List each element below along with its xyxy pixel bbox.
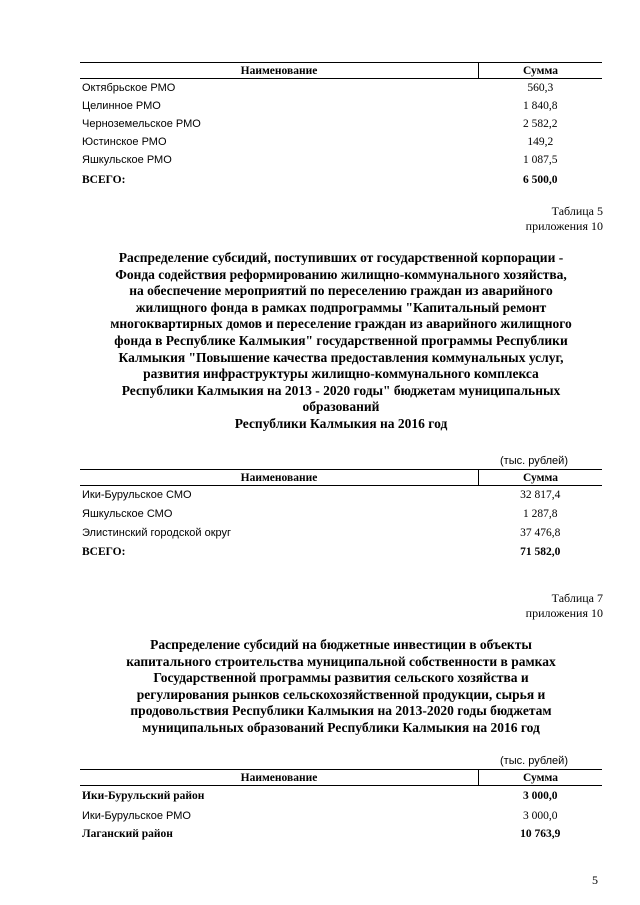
title-line: Республики Калмыкия на 2013 - 2020 годы" бюджетам муниципальных <box>121 382 561 398</box>
table-5-caption <box>526 204 603 234</box>
caption-table-number: Таблица 7 <box>551 591 603 605</box>
table-row <box>80 97 602 115</box>
col-header-name: Наименование <box>80 770 479 786</box>
row-sum: 37 476,8 <box>520 527 561 539</box>
table-row <box>80 825 602 843</box>
table-header <box>80 770 602 786</box>
table-7 <box>80 769 602 843</box>
title-line: Фонда содействия реформированию жилищно-коммунального хозяйства, <box>115 266 567 282</box>
row-sum: 1 087,5 <box>523 153 558 166</box>
col-header-name: Наименование <box>80 470 479 486</box>
total-sum: 71 582,0 <box>520 546 561 558</box>
title-line: жилищного фонда в рамках подпрограммы "Капитальный ремонт <box>135 299 547 315</box>
row-sum: 10 763,9 <box>520 827 561 840</box>
table-row <box>80 807 602 825</box>
row-sum: 149,2 <box>527 135 554 148</box>
total-label: ВСЕГО: <box>82 546 126 558</box>
table-row <box>80 786 602 807</box>
row-name: Целинное РМО <box>82 99 161 112</box>
title-line: развития инфраструктуры жилищно-коммунального комплекса <box>143 366 539 382</box>
row-name: Ики-Бурульское РМО <box>82 809 191 822</box>
table-row <box>80 151 602 169</box>
total-row <box>80 543 602 562</box>
total-sum: 6 500,0 <box>523 173 558 186</box>
title-line: капитального строительства муниципальной собственности в рамках <box>126 653 556 669</box>
row-name: Яшкульское СМО <box>82 508 173 520</box>
title-line: Распределение субсидий, поступивших от государственной корпорации - <box>118 250 564 265</box>
row-sum: 2 582,2 <box>523 117 558 130</box>
table-row <box>80 524 602 543</box>
row-sum: 560,3 <box>527 81 554 94</box>
total-label: ВСЕГО: <box>82 173 126 186</box>
table-row <box>80 79 602 97</box>
col-header-sum: Сумма <box>479 63 603 79</box>
title-line: Калмыкия "Повышение качества предоставления коммунальных услуг, <box>118 349 564 365</box>
title-line: Государственной программы развития сельского хозяйства и <box>153 670 529 686</box>
row-sum: 3 000,0 <box>523 809 558 822</box>
table-row <box>80 486 602 505</box>
row-name: Яшкульское РМО <box>82 153 172 166</box>
row-name: Элистинский городской округ <box>82 527 232 539</box>
col-header-sum: Сумма <box>479 770 603 786</box>
title-line: Республики Калмыкия на 2016 год <box>234 415 448 431</box>
table-5-title <box>80 250 602 433</box>
caption-appendix: приложения 10 <box>525 219 603 233</box>
caption-table-number: Таблица 5 <box>551 204 603 218</box>
total-row <box>80 169 602 191</box>
title-line: продовольствия Республики Калмыкия на 2013-2020 годы бюджетам <box>130 703 552 719</box>
title-line: Распределение субсидий на бюджетные инвестиции в объекты <box>150 637 532 652</box>
table-7-unit: (тыс. рублей) <box>500 755 568 767</box>
row-name: Ики-Бурульское СМО <box>82 489 192 502</box>
table-header <box>80 470 602 486</box>
table-7-caption <box>526 591 603 621</box>
row-name: Юстинское РМО <box>82 135 167 148</box>
page-number: 5 <box>592 873 598 887</box>
table-row <box>80 115 602 133</box>
col-header-sum: Сумма <box>479 470 603 486</box>
title-line: образований <box>302 399 380 415</box>
col-header-name: Наименование <box>80 63 479 79</box>
table-4 <box>80 62 602 191</box>
table-7-title <box>80 637 602 737</box>
title-line: регулирования рынков сельскохозяйственной продукции, сырья и <box>136 686 546 702</box>
table-5 <box>80 469 602 562</box>
table-row <box>80 505 602 524</box>
table-row <box>80 133 602 151</box>
caption-appendix: приложения 10 <box>525 606 603 620</box>
title-line: фонда в Республике Калмыкия" государственной программы Республики <box>114 332 568 348</box>
title-line: многоквартирных домов и переселение граждан из аварийного жилищного <box>110 316 572 332</box>
row-name: Ики-Бурульский район <box>82 790 205 803</box>
row-name: Лаганский район <box>82 827 173 840</box>
title-line: на обеспечение мероприятий по переселению граждан из аварийного <box>129 283 553 299</box>
row-sum: 1 287,8 <box>523 508 558 520</box>
row-name: Октябрьское РМО <box>82 81 176 94</box>
table-header <box>80 63 602 79</box>
row-sum: 3 000,0 <box>523 790 558 803</box>
row-sum: 1 840,8 <box>523 99 558 112</box>
row-name: Черноземельское РМО <box>82 117 201 130</box>
row-sum: 32 817,4 <box>520 489 561 502</box>
title-line: муниципальных образований Республики Калмыкия на 2016 год <box>142 719 540 735</box>
table-5-unit: (тыс. рублей) <box>500 455 568 467</box>
